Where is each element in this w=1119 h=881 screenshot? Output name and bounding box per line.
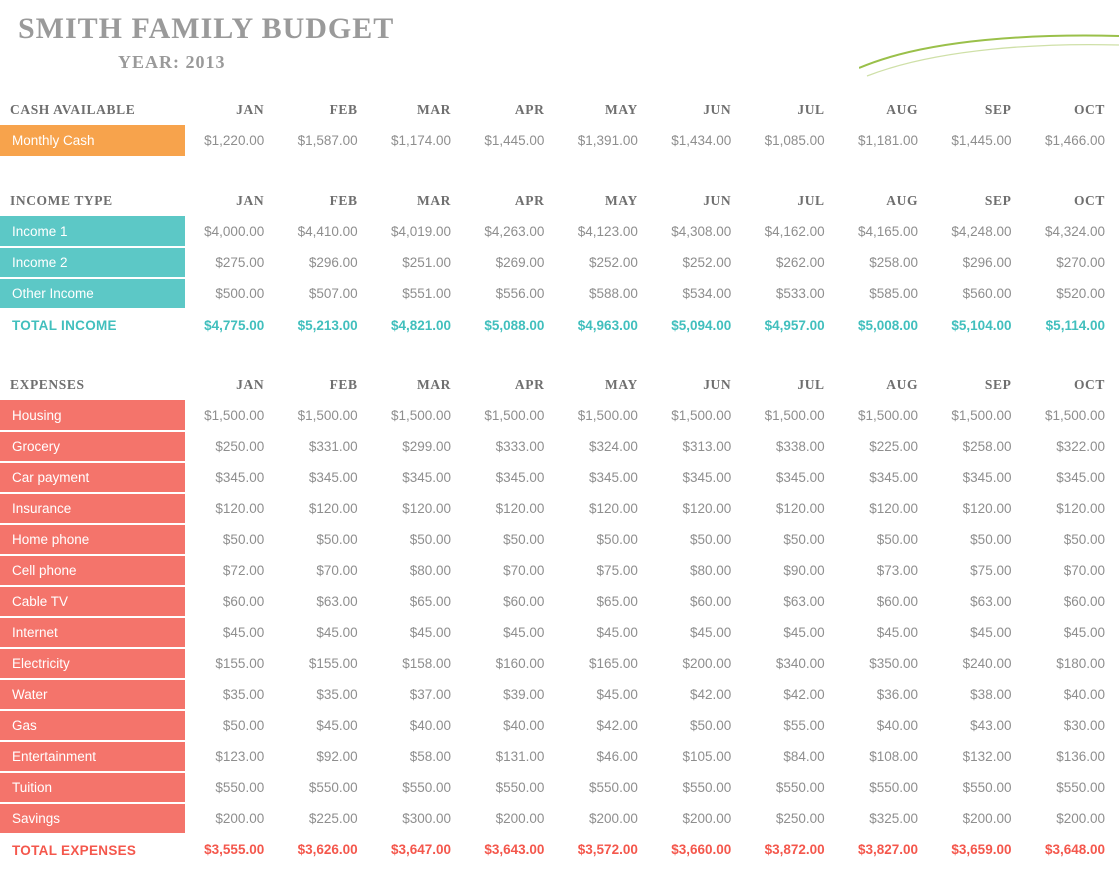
cell-electricity-mar: $158.00 <box>402 656 452 671</box>
cell-water-feb: $35.00 <box>316 687 358 702</box>
cell-other-income-feb: $507.00 <box>308 285 358 301</box>
cell-housing-sep: $1,500.00 <box>951 408 1012 423</box>
cell-electricity-feb: $155.00 <box>308 656 358 671</box>
cell-water-oct: $40.00 <box>1063 687 1105 702</box>
cell-water-jun: $42.00 <box>689 687 732 702</box>
table-row <box>0 278 1119 309</box>
income-column-header-oct: OCT <box>1073 193 1105 208</box>
cell-other-income-aug: $585.00 <box>869 285 919 301</box>
cell-total-income-mar: $4,821.00 <box>372 309 465 340</box>
cell-home-phone-may: $50.00 <box>596 532 638 547</box>
year-label: YEAR: 2013 <box>118 52 226 72</box>
cell-income2-apr: $269.00 <box>495 255 545 270</box>
expenses-section <box>0 370 1119 865</box>
cell-entertainment-oct: $136.00 <box>1056 749 1105 764</box>
cell-tuition-apr: $550.00 <box>495 780 545 795</box>
cell-income2-aug: $258.00 <box>869 255 919 270</box>
cell-internet-jul: $45.00 <box>783 625 825 640</box>
cell-total-income-jun: $5,094.00 <box>652 309 745 340</box>
cell-internet-oct: $45.00 <box>1063 625 1105 640</box>
cell-housing-jun: $1,500.00 <box>671 408 732 423</box>
cell-cell-phone-may: $75.00 <box>596 563 638 578</box>
cell-other-income-jul: $533.00 <box>775 285 825 301</box>
cell-grocery-aug: $225.00 <box>869 439 919 454</box>
cell-insurance-feb: $120.00 <box>308 501 358 516</box>
cell-savings-apr: $200.00 <box>495 811 545 826</box>
row-label-gas: Gas <box>0 710 185 741</box>
cell-entertainment-sep: $132.00 <box>962 749 1012 764</box>
cell-gas-apr: $40.00 <box>503 718 545 733</box>
cell-internet-may: $45.00 <box>596 625 638 640</box>
cell-total-income-apr: $5,088.00 <box>465 309 558 340</box>
cell-gas-jul: $55.00 <box>783 718 825 733</box>
cell-total-expenses-jan: $3,555.00 <box>204 842 265 857</box>
total-income-row <box>0 309 1119 340</box>
row-label-other-income: Other Income <box>0 278 185 309</box>
expense-column-header-oct: OCT <box>1073 377 1105 392</box>
row-label-monthly-cash: Monthly Cash <box>0 125 185 156</box>
cell-monthly-cash-jan: $1,220.00 <box>204 133 265 148</box>
income-column-header-aug: AUG <box>886 193 919 208</box>
cell-water-apr: $39.00 <box>503 687 545 702</box>
row-label-tuition: Tuition <box>0 772 185 803</box>
cell-savings-sep: $200.00 <box>962 811 1012 826</box>
expenses-body <box>0 400 1119 865</box>
cell-tuition-oct: $550.00 <box>1056 780 1105 795</box>
row-label-internet: Internet <box>0 617 185 648</box>
table-row <box>0 555 1119 586</box>
cell-tuition-jul: $550.00 <box>775 780 825 795</box>
table-row <box>0 617 1119 648</box>
expense-column-header-feb: FEB <box>329 377 358 392</box>
cell-grocery-apr: $333.00 <box>495 439 545 454</box>
row-label-water: Water <box>0 679 185 710</box>
page-title: SMITH FAMILY BUDGET <box>18 12 395 45</box>
cell-gas-mar: $40.00 <box>409 718 452 733</box>
cash-header-row <box>0 95 1119 125</box>
cell-gas-oct: $30.00 <box>1063 718 1105 733</box>
cell-cable-tv-jan: $60.00 <box>222 594 265 609</box>
cell-monthly-cash-feb: $1,587.00 <box>297 133 358 148</box>
table-row <box>0 216 1119 247</box>
cell-car-payment-feb: $345.00 <box>308 470 358 485</box>
row-label-income-2: Income 2 <box>0 247 185 278</box>
table-row <box>0 648 1119 679</box>
cell-tuition-feb: $550.00 <box>308 780 358 795</box>
cell-grocery-mar: $299.00 <box>402 439 452 454</box>
table-row <box>0 710 1119 741</box>
cell-income2-sep: $296.00 <box>962 255 1012 270</box>
row-label-entertainment: Entertainment <box>0 741 185 772</box>
table-row <box>0 772 1119 803</box>
income-column-header-sep: SEP <box>984 193 1012 208</box>
expenses-header-row <box>0 370 1119 400</box>
cell-income1-jun: $4,308.00 <box>671 224 732 239</box>
table-row <box>0 462 1119 493</box>
table-row <box>0 524 1119 555</box>
cell-income1-may: $4,123.00 <box>577 224 638 239</box>
cell-car-payment-jan: $345.00 <box>215 470 265 485</box>
cell-housing-may: $1,500.00 <box>577 408 638 423</box>
cell-car-payment-apr: $345.00 <box>495 470 545 485</box>
column-header-aug: AUG <box>886 102 919 117</box>
cell-insurance-jul: $120.00 <box>775 501 825 516</box>
cell-tuition-sep: $550.00 <box>962 780 1012 795</box>
cell-water-sep: $38.00 <box>970 687 1012 702</box>
cell-monthly-cash-aug: $1,181.00 <box>858 133 919 148</box>
cell-electricity-sep: $240.00 <box>962 656 1012 671</box>
income-table <box>0 186 1119 340</box>
cell-cell-phone-sep: $75.00 <box>970 563 1012 578</box>
cell-other-income-jan: $500.00 <box>215 285 265 301</box>
cell-home-phone-apr: $50.00 <box>503 532 545 547</box>
total-expenses-label: TOTAL EXPENSES <box>12 842 137 858</box>
cell-water-jul: $42.00 <box>783 687 825 702</box>
cell-car-payment-oct: $345.00 <box>1056 470 1105 485</box>
cell-grocery-feb: $331.00 <box>308 439 358 454</box>
cell-entertainment-feb: $92.00 <box>316 749 358 764</box>
cell-entertainment-apr: $131.00 <box>495 749 545 764</box>
cell-income2-feb: $296.00 <box>308 255 358 270</box>
cell-home-phone-feb: $50.00 <box>316 532 358 547</box>
cell-cell-phone-apr: $70.00 <box>503 563 545 578</box>
column-header-jan: JAN <box>236 102 265 117</box>
cell-cell-phone-aug: $73.00 <box>876 563 919 578</box>
cell-gas-aug: $40.00 <box>876 718 919 733</box>
cell-total-income-feb: $5,213.00 <box>278 309 371 340</box>
cell-savings-jun: $200.00 <box>682 811 732 826</box>
column-header-feb: FEB <box>329 102 358 117</box>
cell-savings-feb: $225.00 <box>308 811 358 826</box>
cell-internet-jun: $45.00 <box>689 625 732 640</box>
cell-other-income-may: $588.00 <box>589 285 638 301</box>
cell-cell-phone-mar: $80.00 <box>409 563 452 578</box>
cell-gas-may: $42.00 <box>596 718 638 733</box>
cell-total-expenses-may: $3,572.00 <box>577 842 638 857</box>
cell-income2-oct: $270.00 <box>1056 255 1105 270</box>
cell-insurance-aug: $120.00 <box>869 501 919 516</box>
cell-monthly-cash-jun: $1,434.00 <box>671 133 732 148</box>
row-label-insurance: Insurance <box>0 493 185 524</box>
cell-grocery-jun: $313.00 <box>682 439 732 454</box>
cell-entertainment-mar: $58.00 <box>409 749 452 764</box>
cell-home-phone-sep: $50.00 <box>970 532 1012 547</box>
expense-column-header-jun: JUN <box>703 377 732 392</box>
expense-column-header-jul: JUL <box>797 377 825 392</box>
cell-gas-feb: $45.00 <box>316 718 358 733</box>
cell-cell-phone-jul: $90.00 <box>783 563 825 578</box>
cell-insurance-sep: $120.00 <box>962 501 1012 516</box>
cell-grocery-jan: $250.00 <box>215 439 265 454</box>
expenses-section-header: EXPENSES <box>10 377 85 392</box>
cell-monthly-cash-oct: $1,466.00 <box>1044 133 1105 148</box>
cell-income1-sep: $4,248.00 <box>951 224 1012 239</box>
cell-cable-tv-jul: $63.00 <box>783 594 825 609</box>
cell-income2-may: $252.00 <box>589 255 638 270</box>
cell-income1-mar: $4,019.00 <box>390 224 452 239</box>
cell-car-payment-jun: $345.00 <box>682 470 732 485</box>
cell-home-phone-jul: $50.00 <box>783 532 825 547</box>
cell-cable-tv-may: $65.00 <box>596 594 638 609</box>
expense-column-header-sep: SEP <box>984 377 1012 392</box>
cell-monthly-cash-apr: $1,445.00 <box>484 133 545 148</box>
cell-other-income-apr: $556.00 <box>495 285 545 301</box>
cell-tuition-aug: $550.00 <box>869 780 919 795</box>
cell-total-expenses-feb: $3,626.00 <box>297 842 358 857</box>
income-column-header-apr: APR <box>514 193 545 208</box>
cell-total-income-jul: $4,957.00 <box>745 309 838 340</box>
header-spacer <box>0 73 1119 95</box>
income-column-header-feb: FEB <box>329 193 358 208</box>
cell-cable-tv-sep: $63.00 <box>970 594 1012 609</box>
cell-electricity-jun: $200.00 <box>682 656 732 671</box>
column-header-mar: MAR <box>416 102 452 117</box>
cell-total-expenses-jul: $3,872.00 <box>764 842 825 857</box>
income-column-header-jul: JUL <box>797 193 825 208</box>
section-spacer-1 <box>0 156 1119 186</box>
cell-housing-mar: $1,500.00 <box>390 408 452 423</box>
cell-tuition-jun: $550.00 <box>682 780 732 795</box>
cell-electricity-apr: $160.00 <box>495 656 545 671</box>
cell-housing-apr: $1,500.00 <box>484 408 545 423</box>
cell-home-phone-oct: $50.00 <box>1063 532 1105 547</box>
cell-cell-phone-oct: $70.00 <box>1063 563 1105 578</box>
cell-housing-jan: $1,500.00 <box>204 408 265 423</box>
expense-column-header-may: MAY <box>605 377 638 392</box>
cell-gas-jan: $50.00 <box>222 718 265 733</box>
cell-cable-tv-aug: $60.00 <box>876 594 919 609</box>
row-label-home-phone: Home phone <box>0 524 185 555</box>
cell-monthly-cash-mar: $1,174.00 <box>390 133 452 148</box>
cash-available-section <box>0 95 1119 156</box>
cell-monthly-cash-sep: $1,445.00 <box>951 133 1012 148</box>
cell-other-income-jun: $534.00 <box>682 285 732 301</box>
column-header-oct: OCT <box>1073 102 1105 117</box>
cell-car-payment-mar: $345.00 <box>402 470 452 485</box>
cell-entertainment-may: $46.00 <box>596 749 638 764</box>
section-spacer-2 <box>0 340 1119 370</box>
cell-cable-tv-mar: $65.00 <box>409 594 452 609</box>
cell-income2-mar: $251.00 <box>402 255 452 270</box>
cell-gas-sep: $43.00 <box>970 718 1012 733</box>
cell-income1-feb: $4,410.00 <box>297 224 358 239</box>
income-column-header-jan: JAN <box>236 193 265 208</box>
cell-cable-tv-apr: $60.00 <box>503 594 545 609</box>
cell-cable-tv-oct: $60.00 <box>1063 594 1105 609</box>
cell-income2-jul: $262.00 <box>775 255 825 270</box>
cell-car-payment-jul: $345.00 <box>775 470 825 485</box>
table-row <box>0 400 1119 431</box>
total-income-label: TOTAL INCOME <box>0 309 185 340</box>
row-label-housing: Housing <box>0 400 185 431</box>
cell-internet-feb: $45.00 <box>316 625 358 640</box>
cell-home-phone-aug: $50.00 <box>876 532 919 547</box>
cell-monthly-cash-may: $1,391.00 <box>577 133 638 148</box>
cell-savings-oct: $200.00 <box>1056 811 1105 826</box>
cell-entertainment-jan: $123.00 <box>215 749 265 764</box>
cell-water-mar: $37.00 <box>409 687 452 702</box>
cell-total-income-oct: $5,114.00 <box>1025 309 1119 340</box>
column-header-sep: SEP <box>984 102 1012 117</box>
cell-electricity-oct: $180.00 <box>1056 656 1105 671</box>
cell-cell-phone-jun: $80.00 <box>689 563 732 578</box>
total-expenses-row <box>0 834 1119 865</box>
row-label-cable-tv: Cable TV <box>0 586 185 617</box>
cell-savings-aug: $325.00 <box>869 811 919 826</box>
cell-income2-jan: $275.00 <box>215 255 265 270</box>
cell-cell-phone-feb: $70.00 <box>316 563 358 578</box>
cell-internet-sep: $45.00 <box>970 625 1012 640</box>
cell-insurance-oct: $120.00 <box>1056 501 1105 516</box>
cell-total-income-sep: $5,104.00 <box>932 309 1025 340</box>
cell-monthly-cash-jul: $1,085.00 <box>764 133 825 148</box>
cell-car-payment-sep: $345.00 <box>962 470 1012 485</box>
cash-section-header: CASH AVAILABLE <box>10 102 136 117</box>
cell-insurance-jun: $120.00 <box>682 501 732 516</box>
cell-car-payment-aug: $345.00 <box>869 470 919 485</box>
cell-internet-apr: $45.00 <box>503 625 545 640</box>
cell-other-income-oct: $520.00 <box>1056 285 1105 301</box>
cell-entertainment-jul: $84.00 <box>783 749 825 764</box>
table-row <box>0 803 1119 834</box>
cell-total-expenses-apr: $3,643.00 <box>484 842 545 857</box>
cell-other-income-sep: $560.00 <box>962 285 1012 301</box>
cell-savings-jan: $200.00 <box>215 811 265 826</box>
table-row <box>0 247 1119 278</box>
cell-income1-aug: $4,165.00 <box>858 224 919 239</box>
cell-electricity-aug: $350.00 <box>869 656 919 671</box>
table-row <box>0 493 1119 524</box>
cell-car-payment-may: $345.00 <box>589 470 638 485</box>
expense-column-header-aug: AUG <box>886 377 919 392</box>
cell-electricity-jul: $340.00 <box>775 656 825 671</box>
cell-gas-jun: $50.00 <box>689 718 732 733</box>
expense-column-header-apr: APR <box>514 377 545 392</box>
income-section-header: INCOME TYPE <box>10 193 113 208</box>
cell-grocery-oct: $322.00 <box>1056 439 1105 454</box>
cell-total-income-may: $4,963.00 <box>558 309 651 340</box>
cell-other-income-mar: $551.00 <box>402 285 452 301</box>
cell-water-may: $45.00 <box>596 687 638 702</box>
cell-insurance-jan: $120.00 <box>215 501 265 516</box>
cell-cable-tv-feb: $63.00 <box>316 594 358 609</box>
column-header-jun: JUN <box>703 102 732 117</box>
column-header-jul: JUL <box>797 102 825 117</box>
table-row <box>0 679 1119 710</box>
cell-home-phone-mar: $50.00 <box>409 532 452 547</box>
cell-electricity-may: $165.00 <box>589 656 638 671</box>
cell-grocery-sep: $258.00 <box>962 439 1012 454</box>
cell-income1-jul: $4,162.00 <box>764 224 825 239</box>
cell-income1-jan: $4,000.00 <box>204 224 265 239</box>
expense-column-header-jan: JAN <box>236 377 265 392</box>
cell-insurance-may: $120.00 <box>589 501 638 516</box>
table-row <box>0 586 1119 617</box>
cell-internet-jan: $45.00 <box>222 625 265 640</box>
cell-income2-jun: $252.00 <box>682 255 732 270</box>
cell-cell-phone-jan: $72.00 <box>222 563 265 578</box>
cell-total-expenses-jun: $3,660.00 <box>671 842 732 857</box>
income-header-row <box>0 186 1119 216</box>
table-row <box>0 741 1119 772</box>
cell-tuition-may: $550.00 <box>589 780 638 795</box>
row-label-grocery: Grocery <box>0 431 185 462</box>
cell-total-income-aug: $5,008.00 <box>839 309 932 340</box>
cell-income1-oct: $4,324.00 <box>1044 224 1105 239</box>
cell-total-expenses-sep: $3,659.00 <box>951 842 1012 857</box>
cell-savings-mar: $300.00 <box>402 811 452 826</box>
cash-available-table <box>0 95 1119 156</box>
cell-housing-jul: $1,500.00 <box>764 408 825 423</box>
cell-total-expenses-aug: $3,827.00 <box>858 842 919 857</box>
row-label-car-payment: Car payment <box>0 462 185 493</box>
table-row <box>0 431 1119 462</box>
cell-tuition-jan: $550.00 <box>215 780 265 795</box>
cell-savings-may: $200.00 <box>589 811 638 826</box>
expense-column-header-mar: MAR <box>416 377 452 392</box>
table-row <box>0 125 1119 156</box>
column-header-may: MAY <box>605 102 638 117</box>
expenses-table <box>0 370 1119 865</box>
cell-grocery-may: $324.00 <box>589 439 638 454</box>
cell-cable-tv-jun: $60.00 <box>689 594 732 609</box>
income-section <box>0 186 1119 340</box>
column-header-apr: APR <box>514 102 545 117</box>
cell-housing-aug: $1,500.00 <box>858 408 919 423</box>
row-label-savings: Savings <box>0 803 185 834</box>
cell-total-income-jan: $4,775.00 <box>185 309 278 340</box>
income-column-header-mar: MAR <box>416 193 452 208</box>
cell-water-aug: $36.00 <box>876 687 919 702</box>
cell-insurance-mar: $120.00 <box>402 501 452 516</box>
cell-savings-jul: $250.00 <box>775 811 825 826</box>
cell-tuition-mar: $550.00 <box>402 780 452 795</box>
cell-electricity-jan: $155.00 <box>215 656 265 671</box>
cell-internet-mar: $45.00 <box>409 625 452 640</box>
cell-income1-apr: $4,263.00 <box>484 224 545 239</box>
cell-insurance-apr: $120.00 <box>495 501 545 516</box>
row-label-electricity: Electricity <box>0 648 185 679</box>
cell-internet-aug: $45.00 <box>876 625 919 640</box>
cell-housing-oct: $1,500.00 <box>1044 408 1105 423</box>
income-column-header-may: MAY <box>605 193 638 208</box>
cell-entertainment-aug: $108.00 <box>869 749 919 764</box>
cell-grocery-jul: $338.00 <box>775 439 825 454</box>
cell-total-expenses-oct: $3,648.00 <box>1044 842 1105 857</box>
cell-home-phone-jan: $50.00 <box>222 532 265 547</box>
income-column-header-jun: JUN <box>703 193 732 208</box>
row-label-income-1: Income 1 <box>0 216 185 247</box>
cell-total-expenses-mar: $3,647.00 <box>390 842 452 857</box>
cell-entertainment-jun: $105.00 <box>682 749 732 764</box>
cell-home-phone-jun: $50.00 <box>689 532 732 547</box>
row-label-cell-phone: Cell phone <box>0 555 185 586</box>
cell-housing-feb: $1,500.00 <box>297 408 358 423</box>
cell-water-jan: $35.00 <box>222 687 265 702</box>
